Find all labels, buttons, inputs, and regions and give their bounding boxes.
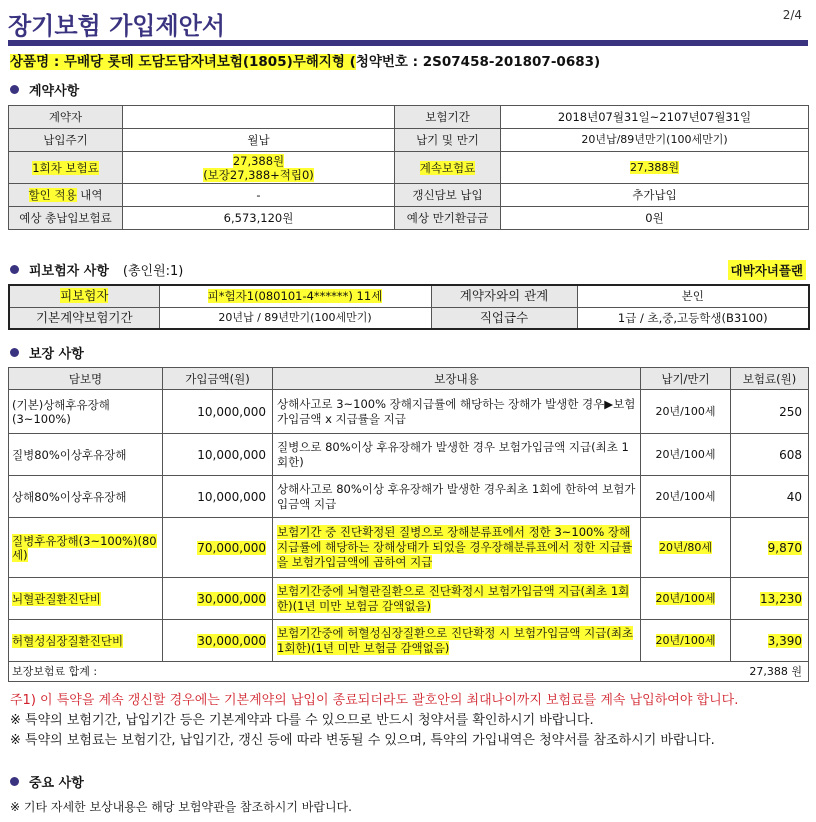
payment-cycle-value: 월납 (123, 129, 395, 152)
maturity-refund-label: 예상 만기환급금 (395, 207, 501, 230)
coverage-amount: 70,000,000 (163, 518, 273, 578)
insured-count: (총인원:1) (122, 264, 184, 279)
base-period-value: 20년납 / 89년만기(100세만기) (159, 307, 431, 329)
coverage-name: 질병80%이상후유장해 (9, 434, 163, 476)
coverage-table (8, 367, 809, 682)
note-line: ※ 특약의 보험기간, 납입기간 등은 기본계약과 다를 수 있으므로 반드시 청약서를 확인하시기 바랍니다. (10, 713, 594, 728)
column-header: 보험료(원) (731, 368, 809, 390)
renewal-premium-label: 계속보험료 (395, 152, 501, 184)
total-value: 27,388 원 (273, 662, 809, 682)
total-premium-label: 예상 총납입보험료 (9, 207, 123, 230)
table-row (9, 390, 809, 434)
table-row (9, 285, 809, 307)
table-header-row (9, 368, 809, 390)
total-row (9, 662, 809, 682)
coverage-name: 질병후유장해(3~100%)(80세) (9, 518, 163, 578)
coverage-name: 상해80%이상후유장해 (9, 476, 163, 518)
coverage-section-heading: 보장 사항 (10, 343, 84, 362)
note-line: 주1) 이 특약을 계속 갱신할 경우에는 기본계약의 납입이 종료되더라도 괄호안의 최대나이까지 보험료를 계속 납입하여야 합니다. (10, 693, 739, 708)
table-row (9, 129, 809, 152)
table-row (9, 307, 809, 329)
bullet-icon (10, 348, 19, 357)
column-header: 보장내용 (273, 368, 641, 390)
payment-term-value: 20년납/89년만기(100세만기) (501, 129, 809, 152)
renewal-premium-value: 27,388원 (501, 152, 809, 184)
coverage-term: 20년/100세 (641, 390, 731, 434)
first-premium-label: 1회차 보험료 (9, 152, 123, 184)
total-premium-value: 6,573,120원 (123, 207, 395, 230)
coverage-description: 질병으로 80%이상 후유장해가 발생한 경우 보험가입금액 지급(최초 1회한) (273, 434, 641, 476)
total-label: 보장보험료 합계 : (9, 662, 273, 682)
coverage-name: 허혈성심장질환진단비 (9, 620, 163, 662)
coverage-premium: 13,230 (731, 578, 809, 620)
column-header: 납기/만기 (641, 368, 731, 390)
table-row (9, 106, 809, 129)
table-row (9, 476, 809, 518)
coverage-description: 보험기간중에 뇌혈관질환으로 진단확정시 보험가입금액 지급(최초 1회한)(1년 미만 보험금 감액없음) (273, 578, 641, 620)
insured-section-heading: 피보험자 사항 (총인원:1) (10, 260, 183, 279)
coverage-term: 20년/80세 (641, 518, 731, 578)
table-row (9, 152, 809, 184)
coverage-description: 보험기간 중 진단확정된 질병으로 장해분류표에서 정한 3~100% 장해 지급률에 해당하는 장해상태가 되었을 경우장해분류표에서 정한 지급률을 보험가입금액에 곱하여 지급 (273, 518, 641, 578)
insured-value: 피*험자1(080101-4******) 11세 (159, 285, 431, 307)
job-class-label: 직업급수 (431, 307, 577, 329)
coverage-name: (기본)상해후유장해(3~100%) (9, 390, 163, 434)
coverage-amount: 10,000,000 (163, 476, 273, 518)
relationship-label: 계약자와의 관계 (431, 285, 577, 307)
coverage-amount: 30,000,000 (163, 620, 273, 662)
contract-table (8, 105, 809, 230)
policy-period-value: 2018년07월31일~2107년07월31일 (501, 106, 809, 129)
maturity-refund-value: 0원 (501, 207, 809, 230)
insured-table (8, 284, 810, 330)
bullet-icon (10, 265, 19, 274)
contractor-value (123, 106, 395, 129)
coverage-premium: 3,390 (731, 620, 809, 662)
coverage-description: 보험기간중에 허혈성심장질환으로 진단확정 시 보험가입금액 지급(최초1회한)(1년 미만 보험금 감액없음) (273, 620, 641, 662)
plan-badge: 대박자녀플랜 (728, 260, 806, 280)
application-number: 청약번호 : 2S07458-201807-0683) (355, 54, 601, 70)
table-row (9, 207, 809, 230)
important-note: ※ 기타 자세한 보상내용은 해당 보험약관을 참조하시기 바랍니다. (10, 800, 352, 814)
table-row (9, 620, 809, 662)
notes-block (10, 691, 810, 751)
coverage-term: 20년/100세 (641, 620, 731, 662)
coverage-description: 상해사고로 80%이상 후유장해가 발생한 경우최초 1회에 한하여 보험가입금액 지급 (273, 476, 641, 518)
payment-term-label: 납기 및 만기 (395, 129, 501, 152)
job-class-value: 1급 / 초,중,고등학생(B3100) (577, 307, 809, 329)
first-premium-value: 27,388원 (보장27,388+적립0) (123, 152, 395, 184)
table-row (9, 578, 809, 620)
coverage-description: 상해사고로 3~100% 장해지급률에 해당하는 장해가 발생한 경우▶보험가입금액 x 지급률을 지급 (273, 390, 641, 434)
table-row (9, 518, 809, 578)
payment-cycle-label: 납입주기 (9, 129, 123, 152)
product-line (10, 50, 600, 70)
product-name: 상품명 : 무배당 롯데 도담도담자녀보험(1805)무해지형 ( (10, 54, 356, 70)
coverage-term: 20년/100세 (641, 434, 731, 476)
coverage-premium: 250 (731, 390, 809, 434)
renewal-payment-label: 갱신담보 납입 (395, 184, 501, 207)
coverage-term: 20년/100세 (641, 578, 731, 620)
policy-period-label: 보험기간 (395, 106, 501, 129)
important-section-heading: 중요 사항 (10, 772, 84, 791)
table-row (9, 434, 809, 476)
insured-label: 피보험자 (9, 285, 159, 307)
contractor-label: 계약자 (9, 106, 123, 129)
bullet-icon (10, 777, 19, 786)
page-title: 장기보험 가입제안서 (8, 12, 226, 40)
coverage-amount: 30,000,000 (163, 578, 273, 620)
column-header: 가입금액(원) (163, 368, 273, 390)
renewal-payment-value: 추가납입 (501, 184, 809, 207)
coverage-amount: 10,000,000 (163, 390, 273, 434)
contract-section-heading: 계약사항 (10, 80, 79, 99)
base-period-label: 기본계약보험기간 (9, 307, 159, 329)
coverage-premium: 608 (731, 434, 809, 476)
coverage-premium: 9,870 (731, 518, 809, 578)
coverage-term: 20년/100세 (641, 476, 731, 518)
note-line: ※ 특약의 보험료는 보험기간, 납입기간, 갱신 등에 따라 변동될 수 있으며, 특약의 가입내역은 청약서를 참조하시기 바랍니다. (10, 733, 715, 748)
discount-label: 할인 적용 내역 (9, 184, 123, 207)
column-header: 담보명 (9, 368, 163, 390)
coverage-premium: 40 (731, 476, 809, 518)
bullet-icon (10, 85, 19, 94)
discount-value: - (123, 184, 395, 207)
page-number: 2/4 (782, 8, 802, 22)
coverage-amount: 10,000,000 (163, 434, 273, 476)
coverage-name: 뇌혈관질환진단비 (9, 578, 163, 620)
table-row (9, 184, 809, 207)
title-divider (8, 40, 808, 46)
relationship-value: 본인 (577, 285, 809, 307)
